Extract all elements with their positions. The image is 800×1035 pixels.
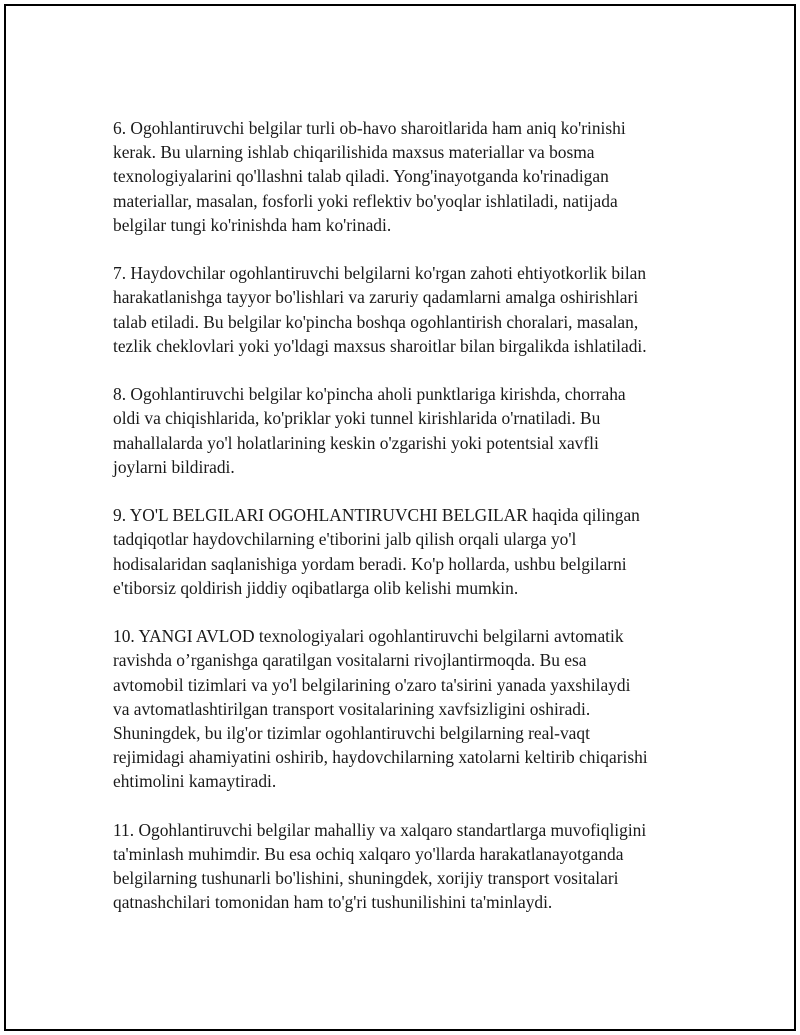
paragraph-10: 10. YANGI AVLOD texnologiyalari ogohlantiruvchi belgilarni avtomatik ravishda o’rganishga qaratilgan vositalarni rivojlantirmoqda. Bu esa avtomobil tizimlari va yo'l belgilarining o'zaro ta'sirini yanada yaxshilaydi va avtomatlashtirilgan transport vositalarining xavfsizligini oshiradi. Shuningdek, bu ilg'or tizimlar ogohlantiruvchi belgilarning real-vaqt rejimidagi ahamiyatini oshirib, haydovchilarning xatolarni keltirib chiqarishi ehtimolini kamaytiradi. xyxy=(113,626,648,792)
paragraph-8: 8. Ogohlantiruvchi belgilar ko'pincha aholi punktlariga kirishda, chorraha oldi va chiqishlarida, ko'priklar yoki tunnel kirishlarida o'rnatiladi. Bu mahallalarda yo'l holatlarining keskin o'zgarishi yoki potentsial xavfli joylarni bildiradi. xyxy=(113,384,626,477)
document-body xyxy=(113,116,693,915)
paragraph-7: 7. Haydovchilar ogohlantiruvchi belgilarni ko'rgan zahoti ehtiyotkorlik bilan harakatlanishga tayyor bo'lishlari va zaruriy qadamlarni amalga oshirishlari talab etiladi. Bu belgilar ko'pincha boshqa ogohlantirish choralari, masalan, tezlik cheklovlari yoki yo'ldagi maxsus sharoitlar bilan birgalikda ishlatiladi. xyxy=(113,263,647,356)
paragraph-9: 9. YO'L BELGILARI OGOHLANTIRUVCHI BELGILAR haqida qilingan tadqiqotlar haydovchilarning e'tiborini jalb qilish orqali ularga yo'l hodisalaridan saqlanishiga yordam beradi. Ko'p hollarda, ushbu belgilarni e'tiborsiz qoldirish jiddiy oqibatlarga olib kelishi mumkin. xyxy=(113,505,640,598)
paragraph-6: 6. Ogohlantiruvchi belgilar turli ob-havo sharoitlarida ham aniq ko'rinishi kerak. Bu ularning ishlab chiqarilishida maxsus materiallar va bosma texnologiyalarini qo'llashni talab qiladi. Yong'inayotganda ko'rinadigan materiallar, masalan, fosforli yoki reflektiv bo'yoqlar ishlatiladi, natijada belgilar tungi ko'rinishda ham ko'rinadi. xyxy=(113,118,626,235)
paragraph-11: 11. Ogohlantiruvchi belgilar mahalliy va xalqaro standartlarga muvofiqligini ta'minlash muhimdir. Bu esa ochiq xalqaro yo'llarda harakatlanayotganda belgilarning tushunarli bo'lishini, shuningdek, xorijiy transport vositalari qatnashchilari tomonidan ham to'g'ri tushunilishini ta'minlaydi. xyxy=(113,819,647,913)
